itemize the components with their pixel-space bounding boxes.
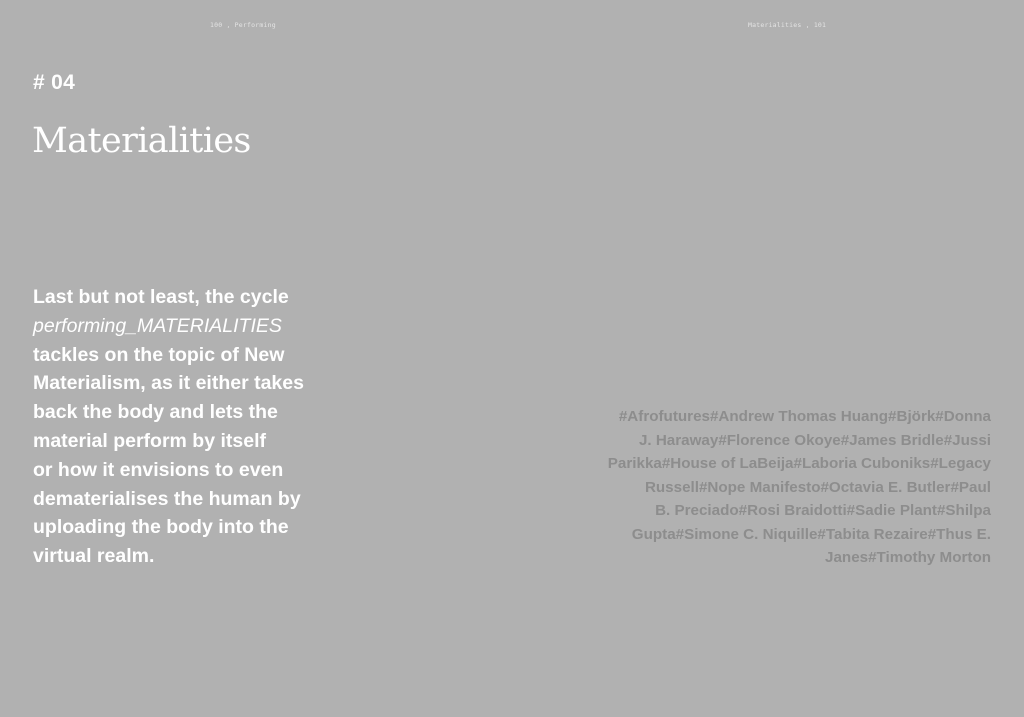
tag-list-line: Janes#Timothy Morton: [825, 549, 991, 566]
tag-list-line: B. Preciado#Rosi Braidotti#Sadie Plant#Shilpa: [655, 502, 991, 519]
tag-list-line: Russell#Nope Manifesto#Octavia E. Butler#Paul: [644, 478, 991, 496]
chapter-title: Materialities: [32, 121, 251, 161]
intro-paragraph: [33, 283, 343, 571]
intro-line: virtual realm.: [33, 545, 155, 568]
tag-list: [571, 405, 991, 570]
tag-list-line: Gupta#Simone C. Niquille#Tabita Rezaire#Thus E.: [631, 525, 991, 543]
intro-line: or how it envisions to even: [33, 458, 284, 481]
intro-line: uploading the body into the: [33, 516, 289, 539]
intro-line: Last but not least, the cycle: [33, 286, 289, 308]
tag-list-line: #Afrofutures#Andrew Thomas Huang#Björk#Donna: [618, 408, 991, 425]
running-head-right: Materialities , 101: [748, 21, 827, 29]
intro-line: material perform by itself: [33, 429, 266, 452]
chapter-number: # 04: [33, 71, 76, 94]
intro-line: Materialism, as it either takes: [33, 372, 304, 395]
intro-line: tackles on the topic of New: [33, 343, 285, 366]
intro-line-cycle-name: performing_MATERIALITIES: [33, 314, 282, 337]
tag-list-line: Parikka#House of LaBeija#Laboria Cuboniks#Legacy: [607, 455, 991, 472]
tag-list-line: J. Haraway#Florence Okoye#James Bridle#Jussi: [638, 431, 991, 449]
intro-line: dematerialises the human by: [33, 487, 301, 510]
intro-line: back the body and lets the: [33, 401, 278, 424]
running-head-left: 100 , Performing: [210, 21, 276, 29]
